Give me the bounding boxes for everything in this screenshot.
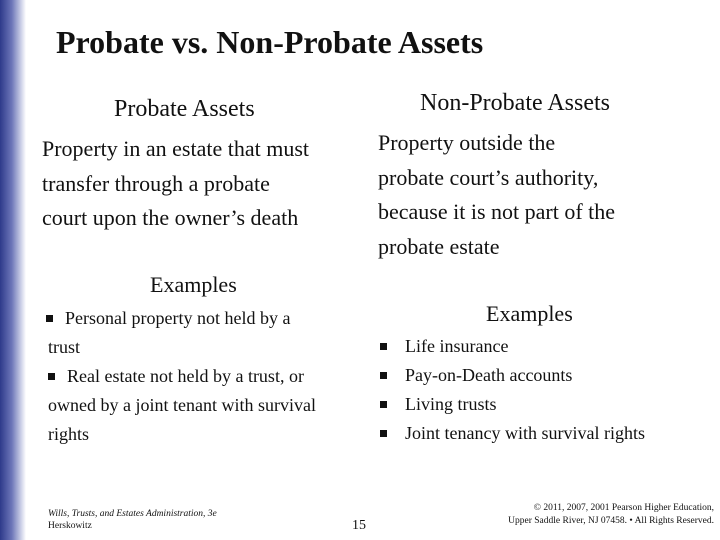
bullet-square-icon <box>46 315 53 322</box>
non-probate-assets-description: Property outside the probate court’s authority, because it is not part of the probate estate <box>378 130 616 259</box>
non-probate-examples-list <box>380 332 645 448</box>
non-probate-assets-heading: Non-Probate Assets <box>420 90 610 116</box>
probate-assets-description: Property in an estate that must transfer through a probate court upon the owner’s death <box>42 136 309 230</box>
bullet-square-icon <box>48 373 55 380</box>
non-probate-example-item <box>380 419 645 448</box>
bullet-square-icon <box>380 401 387 408</box>
footer-book-title: Wills, Trusts, and Estates Administration, 3e <box>48 509 217 519</box>
probate-example-text: Real estate not held by a trust, or owned by a joint tenant with survival rights <box>48 366 316 444</box>
non-probate-example-text: Living trusts <box>405 394 497 414</box>
non-probate-examples-label: Examples <box>486 301 573 326</box>
footer-copyright <box>478 502 714 528</box>
copyright-line-1: © 2011, 2007, 2001 Pearson Higher Education, <box>533 503 714 513</box>
probate-assets-heading: Probate Assets <box>114 96 255 122</box>
non-probate-example-item <box>380 332 645 361</box>
decorative-side-bar <box>0 0 26 540</box>
non-probate-example-text: Joint tenancy with survival rights <box>405 423 645 443</box>
copyright-line-2: Upper Saddle River, NJ 07458. • All Rights Reserved. <box>508 516 714 526</box>
bullet-square-icon <box>380 430 387 437</box>
non-probate-example-text: Pay-on-Death accounts <box>405 365 573 385</box>
probate-example-item <box>48 304 318 362</box>
page-number: 15 <box>352 518 366 533</box>
non-probate-example-item <box>380 390 645 419</box>
non-probate-example-item <box>380 361 645 390</box>
footer-author: Herskowitz <box>48 521 92 531</box>
probate-example-text: Personal property not held by a trust <box>48 308 291 357</box>
probate-example-item <box>48 362 318 449</box>
probate-examples-label: Examples <box>150 272 237 297</box>
bullet-square-icon <box>380 343 387 350</box>
non-probate-example-text: Life insurance <box>405 336 509 356</box>
bullet-square-icon <box>380 372 387 379</box>
footer-book-info <box>48 508 217 532</box>
slide-title: Probate vs. Non-Probate Assets <box>56 24 484 60</box>
